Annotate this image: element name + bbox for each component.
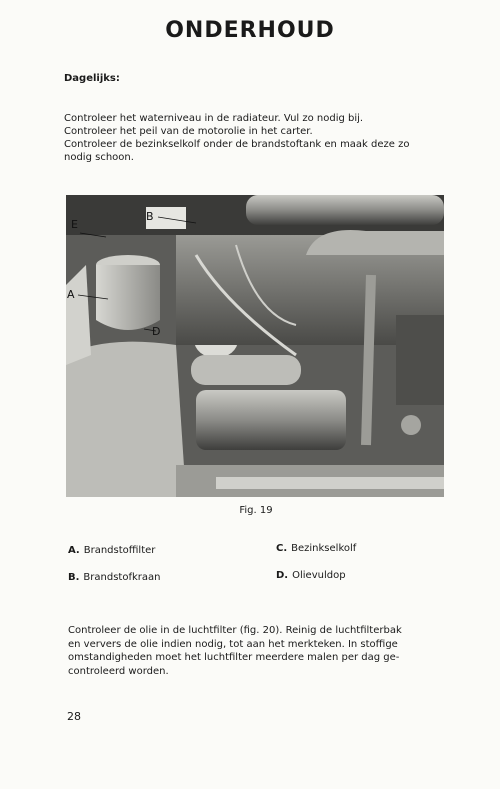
figure-label-b: B — [146, 210, 154, 223]
page-number: 28 — [67, 710, 81, 723]
air-filter-instructions — [68, 624, 454, 678]
page-title: ONDERHOUD — [165, 18, 335, 43]
figure-label-a: A — [67, 288, 75, 301]
daily-instructions — [64, 112, 454, 164]
daily-line: Controleer het waterniveau in de radiateur. Vul zo nodig bij. — [64, 113, 364, 124]
legend-item — [276, 570, 346, 581]
legend-item — [276, 543, 356, 554]
filter-line: omstandigheden moet het luchtfilter meerdere malen per dag ge- — [68, 652, 400, 663]
section-subtitle: Dagelijks: — [64, 73, 120, 84]
legend-text: Bezinkselkolf — [291, 543, 357, 554]
legend-item — [68, 545, 155, 556]
legend-key: B. — [68, 572, 80, 583]
figure-label-d: D — [152, 325, 161, 338]
filter-line: en ververs de olie indien nodig, tot aan het merkteken. In stoffige — [68, 638, 398, 650]
daily-line: nodig schoon. — [64, 152, 134, 163]
legend-text: Olievuldop — [292, 570, 346, 581]
figure-label-e: E — [71, 218, 78, 231]
legend-key: D. — [276, 570, 289, 581]
figure-caption: Fig. 19 — [239, 505, 273, 516]
daily-line: Controleer de bezinkselkolf onder de brandstoftank en maak deze zo — [64, 139, 410, 150]
filter-line: controleerd worden. — [68, 665, 169, 677]
filter-line: Controleer de olie in de luchtfilter (fig. 20). Reinig de luchtfilterbak — [68, 625, 402, 636]
legend-key: A. — [68, 545, 80, 556]
legend-key: C. — [276, 543, 288, 554]
legend-text: Brandstoffilter — [83, 545, 156, 556]
legend-text: Brandstofkraan — [83, 572, 161, 583]
daily-line: Controleer het peil van de motorolie in het carter. — [64, 126, 313, 137]
engine-photo — [66, 195, 444, 497]
legend-item — [68, 572, 160, 583]
